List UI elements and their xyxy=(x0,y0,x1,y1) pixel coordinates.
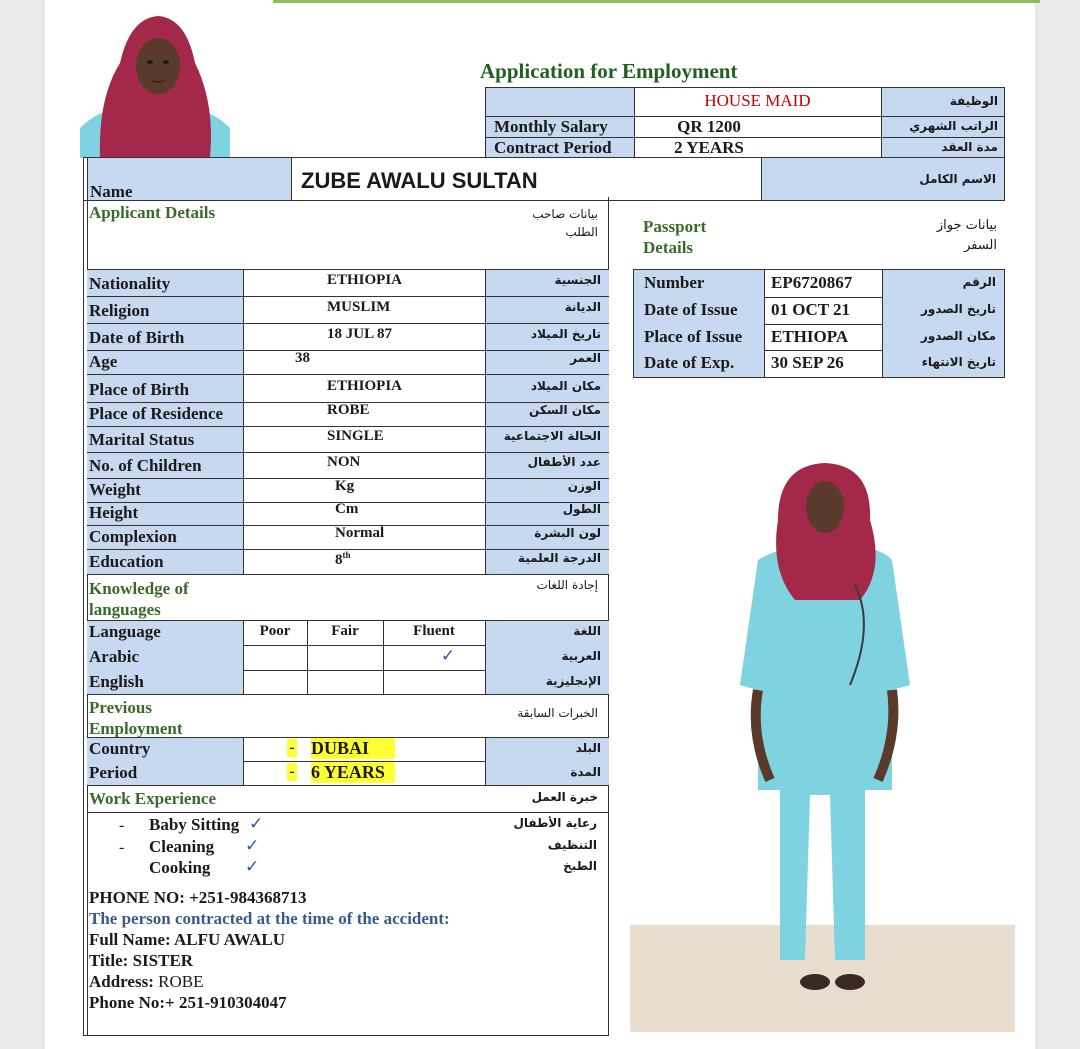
passport-heading-line2: Details xyxy=(643,238,694,257)
passport-label: Date of Issue xyxy=(644,299,738,319)
top-rule xyxy=(273,0,1040,3)
detail-value xyxy=(327,428,384,445)
detail-value-text: MUSLIM xyxy=(327,299,391,315)
passport-label-ar: تاريخ الانتهاء xyxy=(921,355,996,370)
detail-label: No. of Children xyxy=(89,456,202,475)
work-experience-heading-ar: خبرة العمل xyxy=(531,790,598,804)
languages-table xyxy=(87,620,609,695)
detail-value xyxy=(295,350,310,367)
emergency-address xyxy=(89,971,450,992)
full-body-photo xyxy=(630,395,1015,1032)
previous-period-label: Period xyxy=(89,763,138,782)
detail-label-ar: الحالة الاجتماعية xyxy=(503,429,601,443)
work-item-bullet: - xyxy=(119,817,125,834)
portrait-photo xyxy=(80,8,230,158)
detail-value-text: Kg xyxy=(335,478,355,494)
detail-label: Weight xyxy=(89,480,141,499)
salary-label: Monthly Salary xyxy=(494,117,608,136)
detail-row xyxy=(87,374,609,402)
passport-row xyxy=(634,270,1004,297)
detail-value-text: 18 JUL 87 xyxy=(327,326,393,342)
previous-heading-line1: Previous xyxy=(89,698,152,717)
detail-label: Nationality xyxy=(89,274,171,293)
detail-label-ar: الوزن xyxy=(567,479,601,493)
passport-label-ar: تاريخ الصدور xyxy=(921,301,996,316)
form-page xyxy=(45,0,1035,1049)
detail-value-text: SINGLE xyxy=(327,428,384,444)
detail-row xyxy=(87,452,609,478)
passport-label: Date of Exp. xyxy=(644,353,735,373)
detail-label: Complexion xyxy=(89,527,177,546)
previous-country-dash: - xyxy=(287,739,297,757)
contract-label: Contract Period xyxy=(494,138,612,157)
detail-value-text: ETHIOPIA xyxy=(327,378,403,394)
language-col-fluent: Fluent xyxy=(413,623,455,639)
previous-employment-heading-ar: الخبرات السابقة xyxy=(517,706,598,720)
emergency-phone: Phone No:+ 251-910304047 xyxy=(89,993,287,1012)
passport-details-heading-ar xyxy=(885,216,997,256)
work-experience-heading: Work Experience xyxy=(89,789,217,808)
language-arabic-ar: العربية xyxy=(561,649,601,663)
passport-label-ar: مكان الصدور xyxy=(920,328,996,343)
salary-label-ar: الراتب الشهري xyxy=(909,119,998,133)
previous-country-value: DUBAI xyxy=(311,738,395,759)
detail-row xyxy=(87,426,609,452)
previous-period-value: 6 YEARS xyxy=(311,762,395,783)
detail-row xyxy=(87,478,609,502)
work-item-baby-sitting-check: ✓ xyxy=(249,814,264,834)
languages-heading xyxy=(89,578,189,620)
detail-row xyxy=(87,296,609,323)
applicant-name: ZUBE AWALU SULTAN xyxy=(301,168,538,193)
passport-row xyxy=(634,350,1004,377)
detail-label-ar: مكان السكن xyxy=(529,403,601,417)
detail-value xyxy=(327,378,402,395)
previous-period-dash: - xyxy=(287,763,297,781)
languages-heading-ar: إجادة اللغات xyxy=(536,578,598,592)
passport-ar-line1: بيانات جواز xyxy=(936,218,997,233)
previous-country-label: Country xyxy=(89,739,151,758)
header-table xyxy=(485,87,1005,158)
detail-row xyxy=(87,350,609,374)
address-label: Address: xyxy=(89,972,159,991)
detail-label-ar: الدرجة العلمية xyxy=(517,551,601,565)
language-col-poor: Poor xyxy=(259,623,291,639)
detail-value-text: 38 xyxy=(295,350,310,366)
detail-label-ar: الجنسية xyxy=(554,273,601,287)
passport-value: EP6720867 xyxy=(771,273,853,292)
detail-row xyxy=(87,323,609,350)
detail-value xyxy=(335,550,351,569)
passport-label-ar: الرقم xyxy=(962,275,996,289)
work-item-cooking-check: ✓ xyxy=(245,857,260,877)
detail-row xyxy=(87,502,609,525)
previous-country-ar: البلد xyxy=(575,741,601,755)
passport-row xyxy=(634,297,1004,324)
detail-value-text: ROBE xyxy=(327,402,370,418)
language-english-ar: الإنجليزية xyxy=(545,674,601,688)
work-item-cleaning: Cleaning xyxy=(149,837,215,856)
detail-value xyxy=(327,272,402,289)
applicant-details-heading: Applicant Details xyxy=(89,203,216,222)
passport-table xyxy=(633,269,1005,378)
position-value: HOUSE MAID xyxy=(704,91,811,110)
name-label-ar: الاسم الكامل xyxy=(919,172,996,186)
passport-row xyxy=(634,324,1004,351)
passport-heading-line1: Passport xyxy=(643,217,707,236)
position-label-ar: الوظيفة xyxy=(949,94,998,108)
previous-employment-table xyxy=(87,737,609,787)
detail-label-ar: عدد الأطفال xyxy=(527,455,601,469)
work-item-cooking: Cooking xyxy=(149,858,211,877)
name-label: Name xyxy=(90,182,133,201)
work-item-cleaning-ar: التنظيف xyxy=(547,838,597,852)
language-english-label: English xyxy=(89,672,144,691)
form-title: Application for Employment xyxy=(480,59,738,83)
applicant-ar-line2: الطلب xyxy=(565,225,598,239)
applicant-details-heading-ar xyxy=(485,205,598,241)
detail-label: Place of Birth xyxy=(89,380,190,399)
detail-value xyxy=(335,501,358,518)
languages-heading-line2: languages xyxy=(89,600,161,619)
work-item-cooking-ar: الطبخ xyxy=(563,859,597,873)
detail-value-text: Cm xyxy=(335,501,359,517)
language-col-label: Language xyxy=(89,622,161,641)
phone-number: PHONE NO: +251-984368713 xyxy=(89,888,307,907)
passport-label: Number xyxy=(644,273,705,292)
detail-label: Marital Status xyxy=(89,430,195,449)
details-table xyxy=(87,269,609,576)
passport-value: 01 OCT 21 xyxy=(771,299,851,319)
detail-value xyxy=(327,299,390,316)
detail-label: Height xyxy=(89,503,139,522)
applicant-ar-line1: بيانات صاحب xyxy=(532,207,598,221)
detail-value-text: NON xyxy=(327,454,361,470)
contract-value: 2 YEARS xyxy=(674,138,744,157)
passport-label: Place of Issue xyxy=(644,326,743,346)
detail-label-ar: الديانة xyxy=(564,300,601,314)
name-row xyxy=(83,157,1005,201)
work-item-baby-sitting: Baby Sitting xyxy=(149,815,240,834)
detail-value-text: ETHIOPIA xyxy=(327,272,403,288)
detail-value xyxy=(327,402,370,419)
detail-row xyxy=(87,269,609,296)
contract-label-ar: مدة العقد xyxy=(941,140,998,154)
passport-details-heading xyxy=(643,216,706,258)
language-col-fair: Fair xyxy=(331,623,359,639)
detail-value xyxy=(335,478,354,495)
detail-value xyxy=(335,525,384,542)
address-value: ROBE xyxy=(158,972,204,991)
languages-heading-line1: Knowledge of xyxy=(89,579,189,598)
passport-value: ETHIOPA xyxy=(771,326,849,346)
detail-label-ar: مكان الميلاد xyxy=(530,379,601,393)
detail-value-text: Normal xyxy=(335,525,385,541)
salary-value: QR 1200 xyxy=(677,117,741,136)
detail-row xyxy=(87,525,609,549)
passport-value: 30 SEP 26 xyxy=(771,353,844,373)
work-item-baby-sitting-ar: رعاية الأطفال xyxy=(513,816,597,830)
detail-label: Place of Residence xyxy=(89,404,224,423)
detail-value-sup: th xyxy=(342,550,351,560)
detail-label: Age xyxy=(89,352,118,371)
detail-label: Date of Birth xyxy=(89,328,185,347)
detail-value xyxy=(327,326,392,343)
work-experience-rule xyxy=(87,812,609,813)
detail-label-ar: لون البشرة xyxy=(534,526,601,540)
accident-contact-note: The person contracted at the time of the accident: xyxy=(89,909,450,928)
detail-row xyxy=(87,402,609,426)
language-arabic-label: Arabic xyxy=(89,647,140,666)
detail-value xyxy=(327,454,360,471)
previous-employment-heading xyxy=(89,697,183,739)
work-item-cleaning-check: ✓ xyxy=(245,836,260,856)
detail-value-text: 8 xyxy=(335,552,343,568)
emergency-full-name: Full Name: ALFU AWALU xyxy=(89,930,285,949)
emergency-title: Title: SISTER xyxy=(89,951,194,970)
detail-label-ar: الطول xyxy=(562,502,601,516)
work-experience-list xyxy=(87,814,609,884)
work-item-bullet: - xyxy=(119,839,125,856)
detail-label: Religion xyxy=(89,301,150,320)
language-col-ar: اللغة xyxy=(573,624,601,638)
previous-period-ar: المدة xyxy=(570,765,601,779)
language-arabic-fluent-check: ✓ xyxy=(440,646,456,666)
detail-label-ar: تاريخ الميلاد xyxy=(530,327,601,341)
passport-ar-line2: السفر xyxy=(964,238,997,253)
detail-label: Education xyxy=(89,552,164,571)
contact-block xyxy=(89,887,450,1013)
detail-row xyxy=(87,549,609,574)
detail-label-ar: العمر xyxy=(570,351,601,365)
previous-heading-line2: Employment xyxy=(89,719,183,738)
